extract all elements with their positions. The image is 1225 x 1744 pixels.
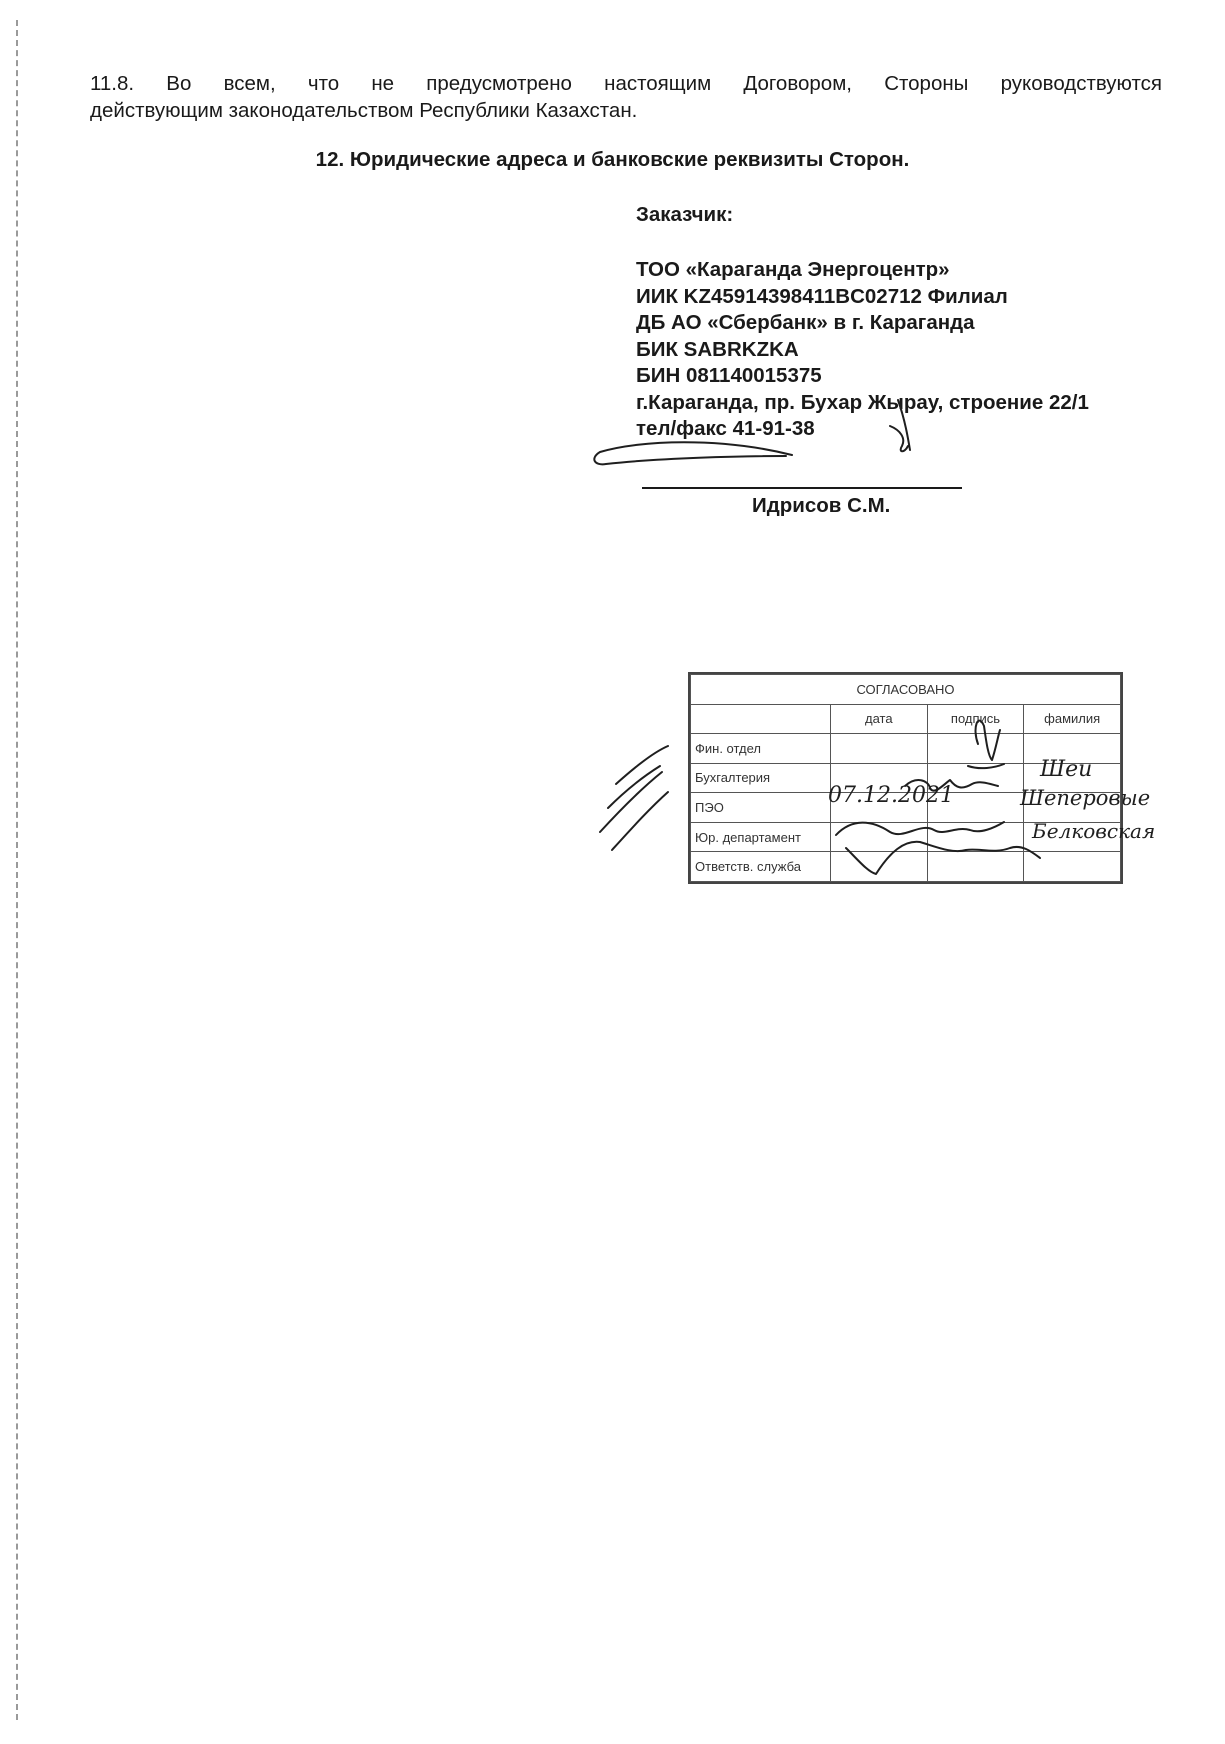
- signatory-name: Идрисов С.М.: [752, 494, 891, 517]
- approval-row: [691, 793, 1121, 823]
- requisite-line-company: ТОО «Караганда Энергоцентр»: [636, 258, 950, 281]
- approval-row-label: Ответств. служба: [691, 852, 831, 882]
- approval-header-blank: [691, 704, 831, 734]
- signature-line: [642, 487, 962, 489]
- handwritten-surname-2: Шеперовые: [1020, 786, 1151, 810]
- approval-row-label: Юр. департамент: [691, 822, 831, 852]
- approval-title-row: [691, 675, 1121, 705]
- requisite-line-bin: БИН 081140015375: [636, 364, 822, 387]
- requisite-line-phone: тел/факс 41-91-38: [636, 417, 815, 440]
- requisite-line-iik: ИИК KZ45914398411BC02712 Филиал: [636, 284, 1008, 308]
- handwritten-surname-1: Шеи: [1040, 757, 1093, 782]
- approval-col-date: дата: [831, 704, 928, 734]
- requisite-line-bank: ДБ АО «Сбербанк» в г. Караганда: [636, 311, 975, 334]
- approval-header-row: [691, 704, 1121, 734]
- approval-row: [691, 822, 1121, 852]
- customer-label: Заказчик:: [636, 203, 734, 226]
- clause-line-1: 11.8. Во всем, что не предусмотрено настоящим Договором, Стороны руководствуются: [90, 72, 1162, 95]
- handwritten-date: 07.12.2021: [828, 783, 954, 808]
- approval-col-signature: подпись: [927, 704, 1024, 734]
- clause-line-2: действующим законодательством Республики Казахстан.: [90, 99, 638, 122]
- signature-shredded-margin: [600, 746, 668, 850]
- approval-row-label: ПЭО: [691, 793, 831, 823]
- handwritten-surname-3: Белковская: [1032, 819, 1156, 843]
- requisite-line-address: г.Караганда, пр. Бухар Жырау, строение 22/1: [636, 390, 1089, 414]
- clause-11-8: [90, 70, 1162, 124]
- approval-row: [691, 734, 1121, 764]
- approval-title: СОГЛАСОВАНО: [691, 675, 1121, 705]
- approval-row-label: Бухгалтерия: [691, 763, 831, 793]
- approval-col-surname: фамилия: [1024, 704, 1121, 734]
- section-title: 12. Юридические адреса и банковские реквизиты Сторон.: [315, 148, 910, 171]
- approval-row: [691, 852, 1121, 882]
- customer-requisites: [636, 257, 1089, 443]
- page-edge-binding: [16, 20, 18, 1720]
- requisite-line-bik: БИК SABRKZKA: [636, 337, 799, 361]
- approval-row-label: Фин. отдел: [691, 734, 831, 764]
- approval-stamp: [688, 672, 1123, 884]
- approval-row: [691, 763, 1121, 793]
- approval-table: [690, 674, 1121, 882]
